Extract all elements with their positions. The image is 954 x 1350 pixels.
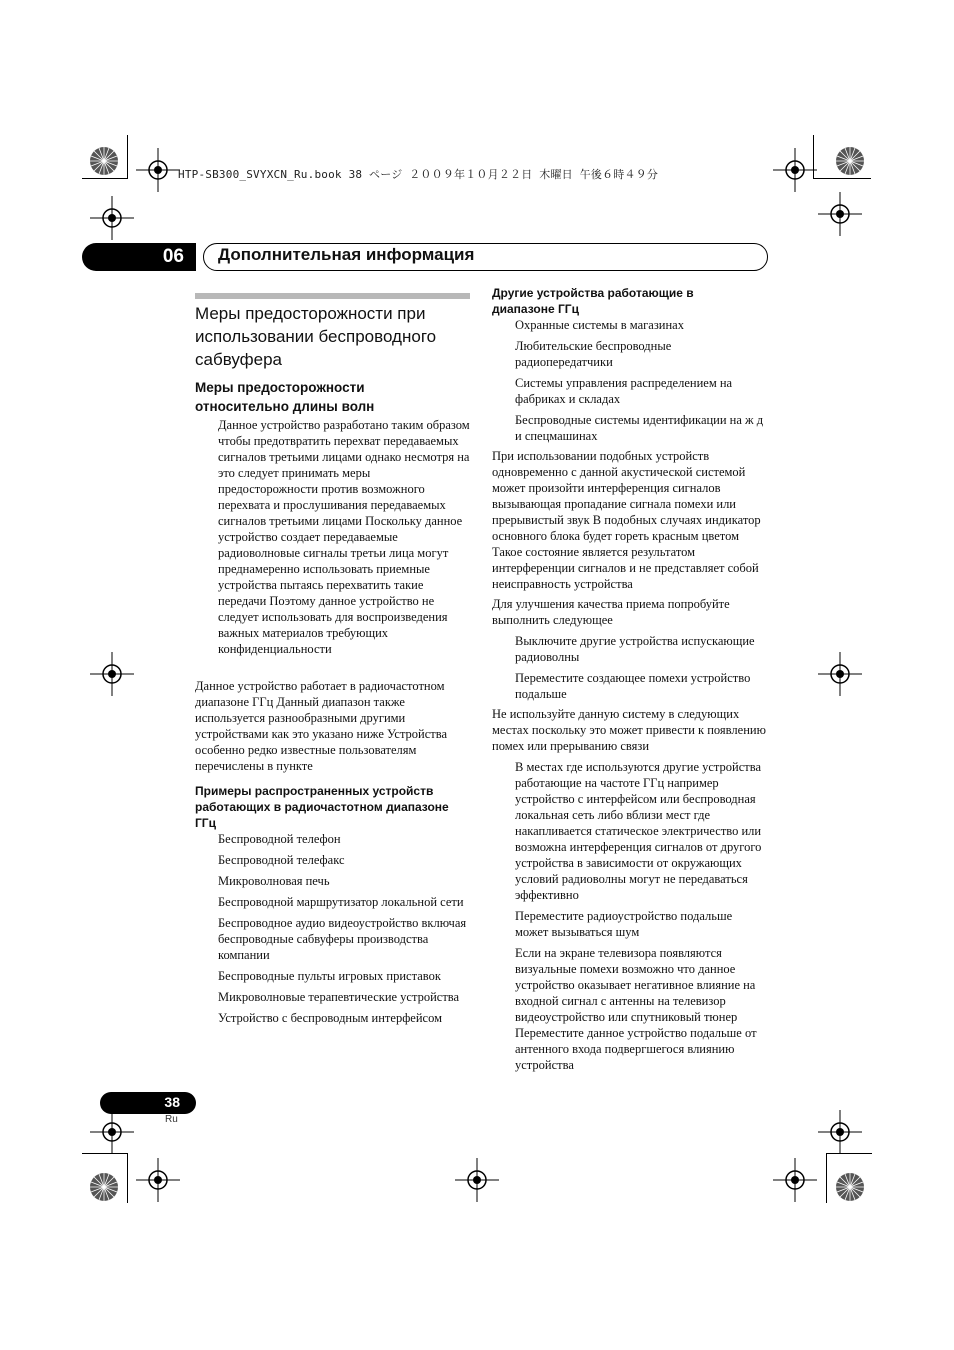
list-item: Микроволновая печь <box>218 874 330 888</box>
examples-heading: Примеры распространенных устройств работающих в радиочастотном диапазоне ГГц <box>195 784 449 830</box>
registration-target-icon <box>455 1158 499 1202</box>
chapter-number: 06 <box>162 246 184 267</box>
list-item: В местах где используются другие устройства работающие на частоте ГГц например устройство с интерфейсом или беспроводная локальная сеть либо вблизи мест где накапливается статическое электричество или возможна интерференция сигналов от другого устройства в зависимости от окружающих условий радиоволны могут не передаваться эффективно <box>515 760 762 902</box>
improve-reception-paragraph: Для улучшения качества приема попробуйте выполнить следующее <box>492 597 730 627</box>
avoid-locations-list <box>515 759 767 1078</box>
list-item: Беспроводное аудио видеоустройство включая беспроводные сабвуферы производства компании <box>218 916 467 962</box>
list-item: Переместите создающее помехи устройство подальше <box>515 671 751 701</box>
starburst-mark-icon <box>89 146 119 176</box>
registration-target-icon <box>90 1110 134 1154</box>
print-header: HTP-SB300_SVYXCN_Ru.book 38 ページ ２００９年１０月２２日 木曜日 午後６時４９分 <box>178 168 659 181</box>
list-item: Беспроводной телефакс <box>218 853 345 867</box>
section-title: Меры предосторожности при использовании беспроводного сабвуфера <box>195 304 437 369</box>
list-item: Беспроводной телефон <box>218 832 341 846</box>
list-item: Беспроводные системы идентификации на ж д и спецмашинах <box>515 413 764 443</box>
page-number: 38 <box>164 1094 180 1110</box>
registration-target-icon <box>818 1110 862 1154</box>
section-divider <box>195 293 470 299</box>
chapter-number-badge <box>82 243 196 271</box>
registration-target-icon <box>773 1158 817 1202</box>
examples-list <box>218 831 470 1031</box>
intro-paragraph: Данное устройство разработано таким образом чтобы предотвратить перехват передаваемых сигналов третьими лицами однако несмотря на это следует принимать меры предосторожности против возможного перехвата и прослушивания передаваемых сигналов третьими лицами Поскольку данное устройство создает передаваемые радиоволновые сигналы третьи лица могут преднамеренно использовать приемные устройства пытаясь перехватить такие передачи Поэтому данное устройство не следует использовать для воспроизведения важных материалов требующих конфиденциальности <box>218 418 470 656</box>
registration-target-icon <box>136 1158 180 1202</box>
list-item: Беспроводные пульты игровых приставок <box>218 969 441 983</box>
list-item: Системы управления распределением на фабриках и складах <box>515 376 733 406</box>
avoid-locations-paragraph: Не используйте данную систему в следующих местах поскольку это может привести к появлению помех или прерыванию связи <box>492 707 766 753</box>
starburst-mark-icon <box>835 146 865 176</box>
list-item: Переместите радиоустройство подальше может вызываться шум <box>515 909 733 939</box>
registration-target-icon <box>818 192 862 236</box>
other-devices-heading: Другие устройства работающие в диапазоне ГГц <box>492 286 694 316</box>
frequency-paragraph: Данное устройство работает в радиочастотном диапазоне ГГц Данный диапазон также используется разнообразными другими устройствами как это указано ниже Устройства особенно редко известные пользователям перечислены в пункте <box>195 679 448 773</box>
registration-target-icon <box>90 196 134 240</box>
list-item: Устройство с беспроводным интерфейсом <box>218 1011 443 1025</box>
registration-target-icon <box>136 148 180 192</box>
other-devices-list <box>515 317 767 449</box>
subsection-heading: Меры предосторожности относительно длины волн <box>195 380 375 414</box>
chapter-title: Дополнительная информация <box>218 245 475 264</box>
starburst-mark-icon <box>835 1172 865 1202</box>
list-item: Микроволновые терапевтические устройства <box>218 990 460 1004</box>
reception-steps-list <box>515 633 767 707</box>
page-language: Ru <box>165 1114 178 1125</box>
list-item: Выключите другие устройства испускающие радиоволны <box>515 634 755 664</box>
page-number-badge <box>100 1092 196 1114</box>
interference-paragraph: При использовании подобных устройств одновременно с данной акустической системой может произойти интерференция сигналов вызывающая пропадание сигнала помехи или прерывистый звук В подобных случаях индикатор основного блока будет гореть красным цветом Такое состояние является результатом интерференции сигналов и не представляет собой неисправность устройства <box>492 449 761 591</box>
registration-target-icon <box>90 652 134 696</box>
list-item: Охранные системы в магазинах <box>515 318 684 332</box>
list-item: Если на экране телевизора появляются визуальные помехи возможно что данное устройство оказывает негативное влияние на входной сигнал с антенны на телевизор видеоустройство или спутниковый тюнер Переместите данное устройство подальше от антенного входа подвергшегося влиянию устройства <box>515 946 757 1072</box>
list-item: Беспроводной маршрутизатор локальной сети <box>218 895 464 909</box>
starburst-mark-icon <box>89 1172 119 1202</box>
registration-target-icon <box>773 148 817 192</box>
registration-target-icon <box>818 652 862 696</box>
list-item: Любительские беспроводные радиопередатчики <box>515 339 672 369</box>
